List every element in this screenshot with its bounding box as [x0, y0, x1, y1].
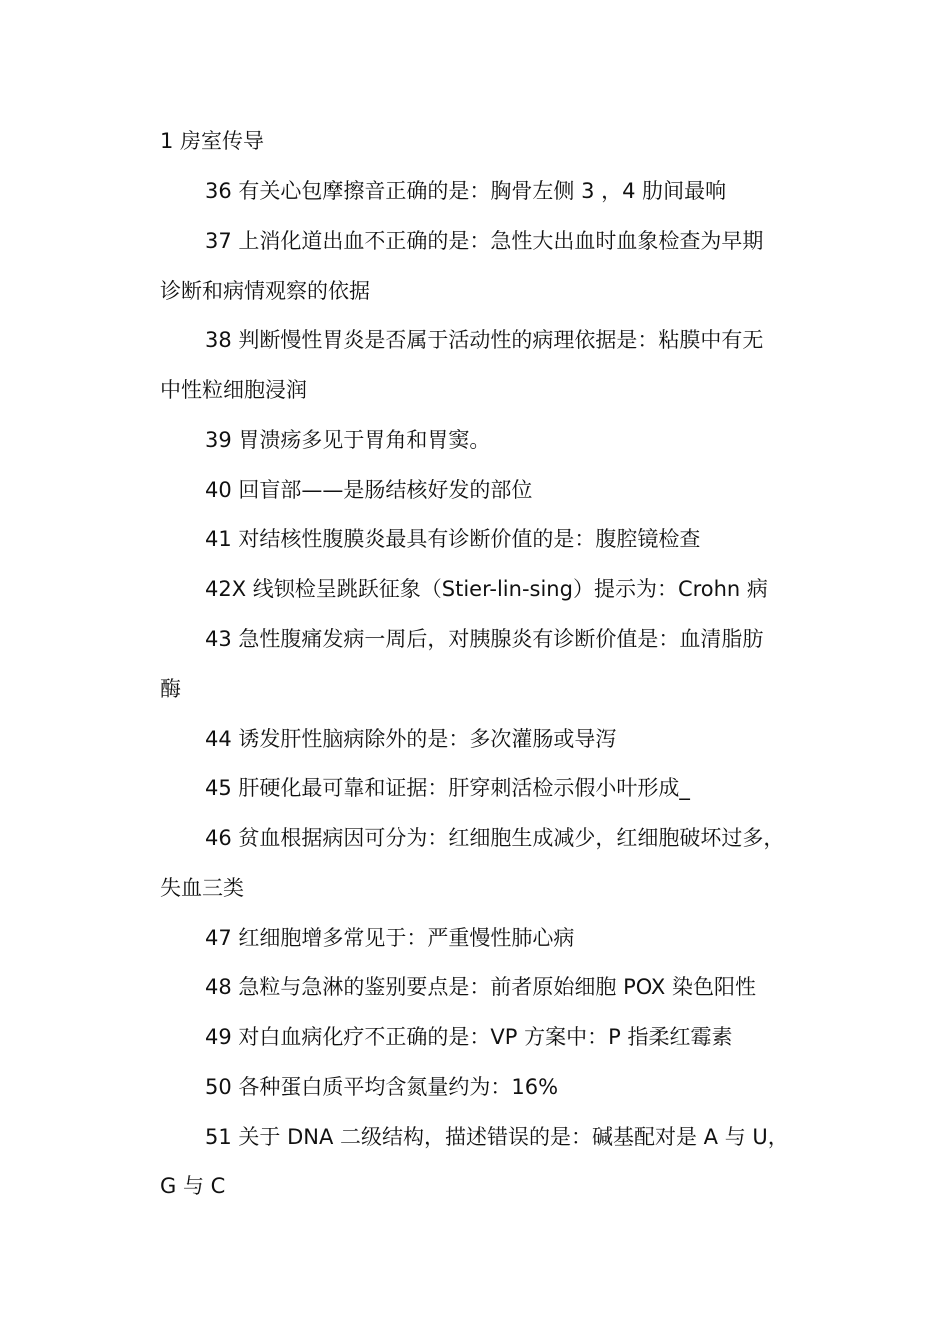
text-line: 43 急性腹痛发病一周后，对胰腺炎有诊断价值是：血清脂肪: [205, 627, 764, 651]
text-line: 36 有关心包摩擦音正确的是：胸骨左侧 3 ，4 肋间最响: [205, 179, 727, 203]
text-line: 38 判断慢性胃炎是否属于活动性的病理依据是：粘膜中有无: [205, 328, 764, 352]
text-line: 44 诱发肝性脑病除外的是：多次灌肠或导泻: [205, 727, 617, 751]
text-line: 48 急粒与急淋的鉴别要点是：前者原始细胞 POX 染色阳性: [205, 975, 756, 999]
text-line: 46 贫血根据病因可分为：红细胞生成减少，红细胞破坏过多，: [205, 826, 785, 850]
text-line: 37 上消化道出血不正确的是：急性大出血时血象检查为早期: [205, 229, 764, 253]
text-line: 酶: [160, 677, 181, 701]
text-line: 51 关于 DNA 二级结构，描述错误的是：碱基配对是 A 与 U，: [205, 1125, 789, 1149]
text-line: 47 红细胞增多常见于：严重慢性肺心病: [205, 926, 575, 950]
text-line: 45 肝硬化最可靠和证据：肝穿刺活检示假小叶形成_: [205, 776, 690, 800]
text-line: 40 回盲部——是肠结核好发的部位: [205, 478, 533, 502]
text-line: 49 对白血病化疗不正确的是：VP 方案中：P 指柔红霉素: [205, 1025, 733, 1049]
text-line: 1 房室传导: [160, 129, 265, 153]
text-line: 诊断和病情观察的依据: [160, 279, 370, 303]
text-line: 42X 线钡检呈跳跃征象（Stier-lin-sing）提示为：Crohn 病: [205, 577, 768, 601]
text-line: 50 各种蛋白质平均含氮量约为：16%: [205, 1075, 559, 1099]
text-line: G 与 C: [160, 1174, 226, 1198]
text-line: 41 对结核性腹膜炎最具有诊断价值的是：腹腔镜检查: [205, 527, 701, 551]
text-line: 中性粒细胞浸润: [160, 378, 307, 402]
text-line: 失血三类: [160, 876, 244, 900]
text-line: 39 胃溃疡多见于胃角和胃窦。: [205, 428, 491, 452]
